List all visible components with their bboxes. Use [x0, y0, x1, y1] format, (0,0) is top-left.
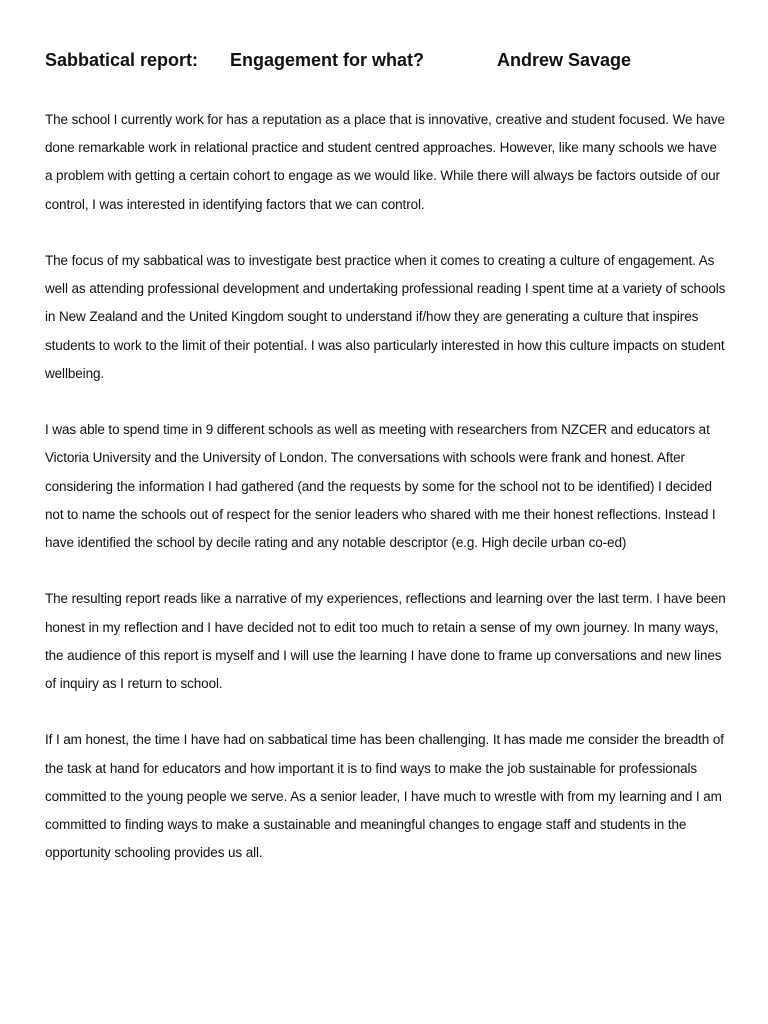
- paragraph-5: If I am honest, the time I have had on sabbatical time has been challenging. It has made me consider the breadth of the task at hand for educators and how important it is to find ways to make the job sustainable for professionals committed to the young people we serve. As a senior leader, I have much to wrestle with from my learning and I am committed to finding ways to make a sustainable and meaningful changes to engage staff and students in the opportunity schooling provides us all.: [45, 732, 724, 861]
- report-author: Andrew Savage: [497, 50, 632, 70]
- paragraph-1: The school I currently work for has a reputation as a place that is innovative, creative and student focused. We have done remarkable work in relational practice and student centred approaches. However, like many schools we have a problem with getting a certain cohort to engage as we would like. While there will always be factors outside of our control, I was interested in identifying factors that we can control.: [45, 112, 725, 212]
- document-page: [45, 46, 727, 896]
- paragraph-3: I was able to spend time in 9 different schools as well as meeting with researchers from NZCER and educators at Victoria University and the University of London. The conversations with schools were frank and honest. After considering the information I had gathered (and the requests by some for the school not to be identified) I decided not to name the schools out of respect for the senior leaders who shared with me their honest reflections. Instead I have identified the school by decile rating and any notable descriptor (e.g. High decile urban co-ed): [45, 422, 716, 551]
- report-header: [45, 46, 727, 74]
- paragraph-2: The focus of my sabbatical was to investigate best practice when it comes to creating a culture of engagement. As well as attending professional development and undertaking professional reading I spent time at a variety of schools in New Zealand and the United Kingdom sought to understand if/how they are generating a culture that inspires students to work to the limit of their potential. I was also particularly interested in how this culture impacts on student wellbeing.: [45, 253, 726, 381]
- report-body: [45, 106, 727, 867]
- paragraph-4: The resulting report reads like a narrative of my experiences, reflections and learning over the last term. I have been honest in my reflection and I have decided not to edit too much to retain a sense of my own journey. In many ways, the audience of this report is myself and I will use the learning I have done to frame up conversations and new lines of inquiry as I return to school.: [45, 591, 726, 692]
- report-title: Engagement for what?: [230, 50, 425, 70]
- report-label: Sabbatical report:: [45, 50, 199, 70]
